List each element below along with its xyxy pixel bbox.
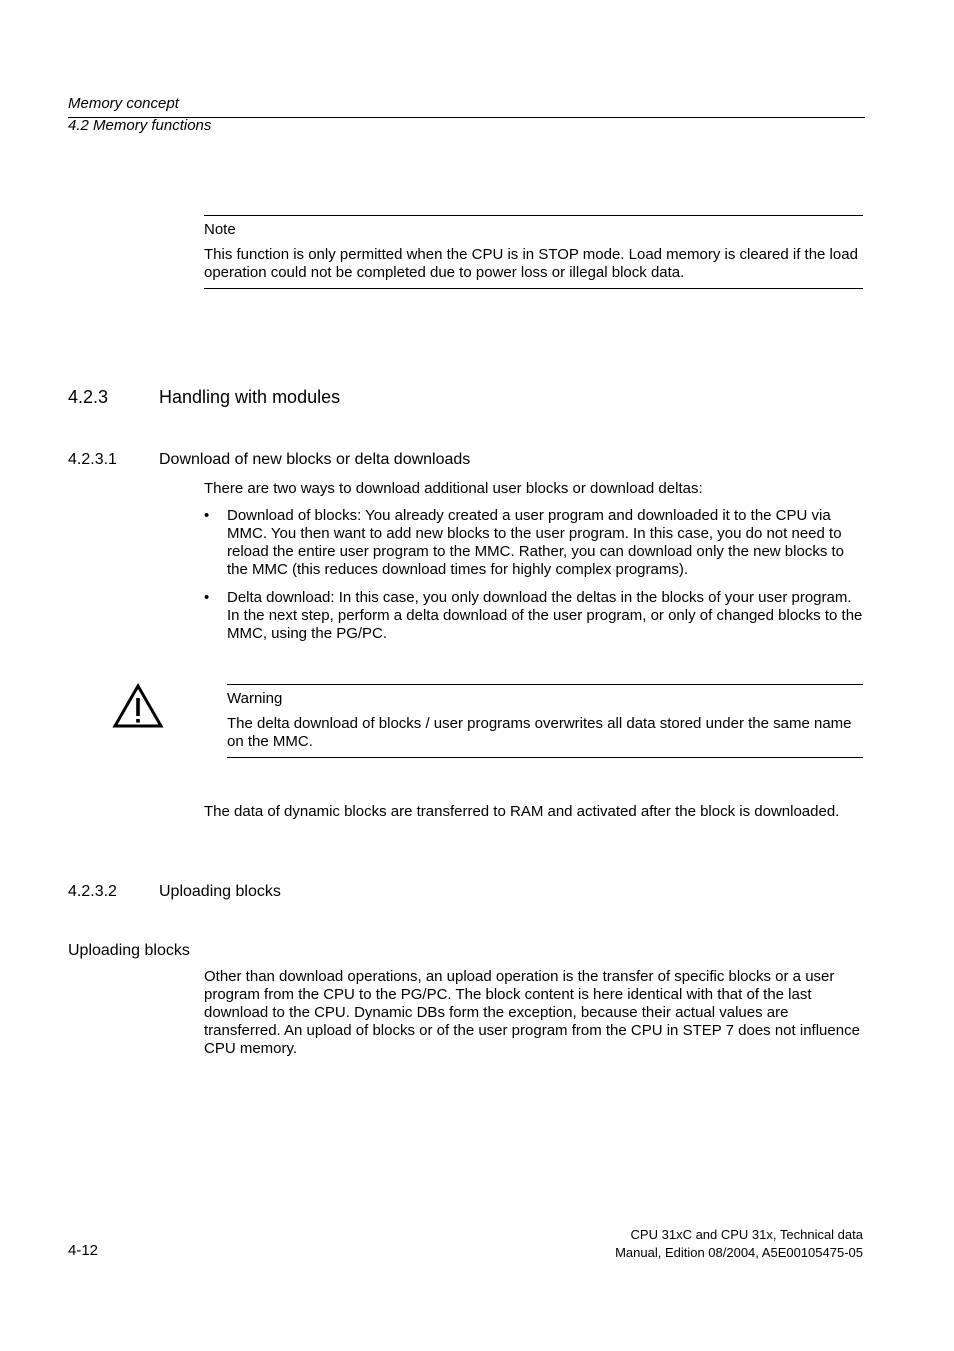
section-heading-4-2-3 bbox=[68, 386, 863, 408]
list-item bbox=[204, 507, 863, 579]
note-title: Note bbox=[204, 221, 236, 238]
dynamic-blocks-text: The data of dynamic blocks are transferred to RAM and activated after the block is downloaded. bbox=[204, 803, 840, 820]
warning-text: The delta download of blocks / user programs overwrites all data stored under the same name on the MMC. bbox=[227, 715, 852, 750]
bullet-icon: • bbox=[204, 589, 210, 606]
list-item bbox=[204, 589, 863, 643]
section-number: 4.2.3 bbox=[68, 387, 109, 407]
section-heading-4-2-3-1 bbox=[68, 450, 863, 470]
section-title: Handling with modules bbox=[159, 387, 341, 407]
warning-title: Warning bbox=[227, 690, 283, 707]
note-box bbox=[204, 215, 863, 289]
section-number: 4.2.3.1 bbox=[68, 451, 117, 468]
download-methods-list bbox=[204, 507, 863, 653]
bullet-icon: • bbox=[204, 507, 210, 524]
list-item-text: Download of blocks: You already created a user program and downloaded it to the CPU via MMC. You then want to add new blocks to the user program. In this case, you do not need to reload the entire user program to the MMC. Rather, you can download only the new blocks to the MMC (this reduces download times for highly complex programs). bbox=[227, 507, 844, 578]
footer-doc-title: CPU 31xC and CPU 31x, Technical data bbox=[630, 1227, 863, 1242]
section-title: Uploading blocks bbox=[159, 883, 281, 900]
note-text: This function is only permitted when the CPU is in STOP mode. Load memory is cleared if the load operation could not be completed due to power loss or illegal block data. bbox=[204, 246, 858, 281]
uploading-blocks-subheading: Uploading blocks bbox=[68, 942, 190, 959]
footer-edition: Manual, Edition 08/2004, A5E00105475-05 bbox=[615, 1245, 863, 1260]
warning-box bbox=[227, 684, 863, 758]
section-number: 4.2.3.2 bbox=[68, 883, 117, 900]
uploading-blocks-text: Other than download operations, an upload operation is the transfer of specific blocks or a user program from the CPU to the PG/PC. The block content is here identical with that of the last download to the CPU. Dynamic DBs form the exception, because their actual values are transferred. An upload of blocks or of the user program from the CPU in STEP 7 does not influence CPU memory. bbox=[204, 968, 860, 1057]
page-number: 4-12 bbox=[68, 1242, 99, 1259]
section-title: Download of new blocks or delta downloads bbox=[159, 451, 471, 468]
footer-doc-info bbox=[615, 1226, 863, 1262]
warning-triangle-icon bbox=[112, 683, 164, 729]
list-item-text: Delta download: In this case, you only download the deltas in the blocks of your user program. In the next step, perform a delta download of the user program, or only of changed blocks to the MMC, using the PG/PC. bbox=[227, 589, 863, 642]
download-intro-text: There are two ways to download additional user blocks or download deltas: bbox=[204, 480, 703, 497]
running-header-chapter: Memory concept bbox=[68, 95, 179, 112]
section-heading-4-2-3-2 bbox=[68, 882, 863, 902]
running-header-section: 4.2 Memory functions bbox=[68, 117, 212, 134]
